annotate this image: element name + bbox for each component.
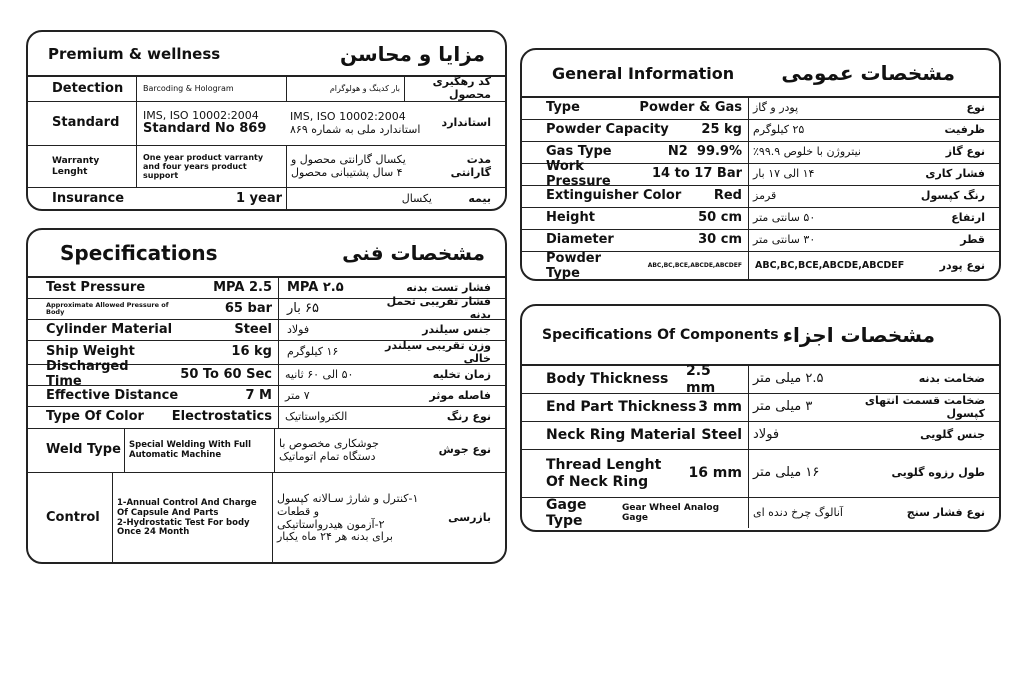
value-fa: فولاد xyxy=(748,422,834,449)
value-en: Powder & Gas xyxy=(639,100,742,116)
label-fa: فشار کاری xyxy=(925,167,985,181)
value-fa: ۲.۵ میلی متر xyxy=(748,366,834,393)
premium-wellness-card xyxy=(26,30,507,211)
label-fa: نوع رنگ xyxy=(446,410,491,424)
label-fa: ارتفاع xyxy=(951,211,985,225)
label-en: Ship Weight xyxy=(46,344,135,360)
value-fa: ۵۰ الی ۶۰ ثانیه xyxy=(278,365,378,385)
general-row-height xyxy=(522,208,999,230)
label-fa: فشار تقریبی تحمل بدنه xyxy=(386,295,491,321)
general-row-extinguisher-color xyxy=(522,186,999,208)
label-fa: نوع پودر xyxy=(939,259,985,273)
value-en: 16 kg xyxy=(231,344,272,360)
value-fa: ۳ میلی متر xyxy=(748,394,834,421)
value-en: 1 year xyxy=(235,191,282,207)
general-title-en: General Information xyxy=(552,63,735,83)
premium-title-en: Premium & wellness xyxy=(48,44,221,63)
value-en: 50 cm xyxy=(698,210,742,226)
label-en: Gas Type xyxy=(546,144,612,160)
value-fa-line2: و قطعات xyxy=(277,504,320,518)
spec-row-control xyxy=(28,473,505,564)
components-title-fa: مشخصات اجزاء xyxy=(782,323,935,347)
general-row-powder-capacity xyxy=(522,120,999,142)
components-row-body-thickness xyxy=(522,363,999,396)
value-en: 2.5 mm xyxy=(686,363,716,396)
value-fa: ۵۰ سانتی متر xyxy=(748,208,868,229)
value-fa: MPA ۲.۵ xyxy=(278,278,368,298)
label-en: Approximate Allowed Pressure of Body xyxy=(46,300,169,316)
label-fa: وزن تقریبی سیلندر خالی xyxy=(385,338,491,365)
value-en: 30 cm xyxy=(698,232,742,248)
specifications-card xyxy=(26,228,507,564)
premium-row-standard xyxy=(28,102,505,146)
label-en: Extinguisher Color xyxy=(546,188,682,204)
value-fa: ۷ متر xyxy=(278,386,378,406)
label-en: Height xyxy=(546,210,595,226)
label-fa: کد رهگیری محصول xyxy=(404,77,505,101)
premium-row-insurance xyxy=(28,188,505,211)
value-fa: نیتروژن با خلوص ۹۹.۹٪ xyxy=(748,142,898,163)
value-en: MPA 2.5 xyxy=(213,279,272,295)
premium-row-warranty xyxy=(28,146,505,188)
value-fa: ۱۶ میلی متر xyxy=(748,450,834,497)
value-fa: الکترواستاتیک xyxy=(278,407,388,428)
value-en: 14 to 17 Bar xyxy=(652,166,742,182)
label-en: Type Of Color xyxy=(46,409,144,425)
spec-row-allowed-pressure xyxy=(28,295,505,321)
value-en: 65 bar xyxy=(224,300,272,316)
value-en-line1: 1-Annual Control And Charge Of Capsule And Parts xyxy=(117,497,257,518)
label-en: Gage Type xyxy=(546,496,587,529)
components-header xyxy=(522,306,999,366)
label-en: Work Pressure xyxy=(546,158,611,189)
value-en-line2: Standard No 869 xyxy=(143,121,267,137)
value-en: 7 M xyxy=(245,387,272,403)
label-fa: نوع فشار سنج xyxy=(906,505,985,519)
components-title-en: Specifications Of Components xyxy=(542,327,779,343)
premium-row-detection xyxy=(28,77,505,102)
general-row-type xyxy=(522,98,999,120)
label-fa: ضخامت قسمت انتهای کپسول xyxy=(864,393,985,420)
general-title-fa: مشخصات عمومی xyxy=(781,61,955,85)
label-en: Discharged Time xyxy=(46,359,129,389)
value-en: Red xyxy=(713,188,742,204)
value-en: N2 99.9% xyxy=(667,144,742,160)
label-en: Type xyxy=(546,100,580,116)
value-fa: ABC,BC,BCE,ABCDE,ABCDEF xyxy=(748,252,908,281)
value-fa: قرمز xyxy=(748,186,868,207)
spec-row-type-of-color xyxy=(28,407,505,429)
label-en: Warranty Lenght xyxy=(52,156,100,177)
label-fa: رنگ کپسول xyxy=(920,189,985,203)
general-information-card xyxy=(520,48,1001,281)
label-en: Standard xyxy=(52,115,120,131)
general-row-diameter xyxy=(522,230,999,252)
value-fa-line1: یکسال گارانتی محصول و xyxy=(291,152,406,166)
label-en-line2: Of Neck Ring xyxy=(546,473,649,490)
premium-title-fa: مزایا و محاسن xyxy=(339,41,485,66)
value-en: One year product varranty and four years product support xyxy=(136,146,286,187)
value-en-line1: IMS, ISO 10002:2004 xyxy=(143,108,259,122)
value-fa: ۲۵ کیلوگرم xyxy=(748,120,868,141)
value-en: ABC,BC,BCE,ABCDE,ABCDEF xyxy=(647,262,742,270)
label-fa: قطر xyxy=(960,233,985,247)
label-fa: نوع گاز xyxy=(945,145,985,159)
value-fa: فولاد xyxy=(278,320,368,340)
components-row-end-part-thickness xyxy=(522,394,999,422)
value-fa-line3: ۲-آزمون هیدرواستاتیکی xyxy=(277,517,385,531)
label-en: Test Pressure xyxy=(46,279,146,295)
spec-row-cylinder-material xyxy=(28,320,505,341)
spec-row-discharged-time xyxy=(28,359,505,389)
label-fa: بازرسی xyxy=(448,511,491,525)
value-fa-line2: استاندارد ملی به شماره ۸۶۹ xyxy=(290,122,421,136)
components-row-gage-type xyxy=(522,498,999,528)
components-card xyxy=(520,304,1001,532)
general-header xyxy=(522,50,999,98)
label-en: Body Thickness xyxy=(546,371,669,388)
value-fa: ۱۴ الی ۱۷ بار xyxy=(748,164,868,185)
value-en-line2: 2-Hydrostatic Test For body Once 24 Month xyxy=(117,517,250,538)
value-fa: یکسال xyxy=(286,188,436,211)
label-fa: نوع جوش xyxy=(438,443,491,457)
spec-row-effective-distance xyxy=(28,386,505,407)
value-en: Electrostatics xyxy=(171,409,272,425)
specifications-title-fa: مشخصات فنی xyxy=(342,241,485,265)
value-fa: ۶۵ بار xyxy=(278,299,368,319)
label-fa: بیمه xyxy=(468,192,491,206)
label-fa: فشار تست بدنه xyxy=(406,280,491,294)
label-fa: زمان تخلیه xyxy=(432,367,491,381)
label-fa: جنس گلویی xyxy=(920,428,985,442)
spec-row-weld-type xyxy=(28,429,505,473)
components-row-thread-length xyxy=(522,450,999,498)
label-en: Control xyxy=(46,510,100,526)
label-fa: فاصله موثر xyxy=(429,388,491,402)
label-en: Powder Type xyxy=(546,250,602,281)
value-fa-line2: ۴ سال پشتیبانی محصول xyxy=(291,165,403,179)
general-row-work-pressure xyxy=(522,158,999,189)
value-fa: ۱۶ کیلوگرم xyxy=(278,341,368,364)
value-en: Barcoding & Hologram xyxy=(136,77,286,101)
label-en: Diameter xyxy=(546,232,614,248)
label-en: Neck Ring Material xyxy=(546,427,696,444)
label-en: Effective Distance xyxy=(46,387,179,403)
value-fa: ۳۰ سانتی متر xyxy=(748,230,868,251)
value-fa: بار کدینگ و هولوگرام xyxy=(286,77,404,101)
label-fa: ظرفیت xyxy=(944,123,985,137)
label-en: Cylinder Material xyxy=(46,321,173,337)
label-fa: مدت گارانتی xyxy=(450,152,491,179)
value-en: 3 mm xyxy=(698,399,742,416)
general-row-powder-type xyxy=(522,252,999,281)
components-row-neck-ring-material xyxy=(522,422,999,450)
value-fa-line1: IMS, ISO 10002:2004 xyxy=(290,109,406,123)
value-en: Gear Wheel Analog Gage xyxy=(622,502,720,523)
label-fa: ضخامت بدنه xyxy=(918,372,985,386)
value-fa: پودر و گاز xyxy=(748,98,868,119)
label-en: Insurance xyxy=(52,191,125,207)
value-en: 16 mm xyxy=(688,465,742,482)
label-fa: نوع xyxy=(966,101,985,115)
premium-header xyxy=(28,32,505,77)
label-en: Powder Capacity xyxy=(546,122,669,138)
value-fa: آنالوگ چرخ دنده ای xyxy=(748,498,858,528)
label-en: Weld Type xyxy=(46,442,121,458)
value-en: 25 kg xyxy=(701,122,742,138)
value-fa-line4: برای بدنه هر ۲۴ ماه یکبار xyxy=(277,530,393,544)
value-en: Steel xyxy=(234,321,272,337)
label-en: Detection xyxy=(52,80,124,96)
value-en: Special Welding With Full Automatic Machine xyxy=(124,429,274,472)
label-en-line1: Thread Lenght xyxy=(546,457,662,474)
label-en: End Part Thickness xyxy=(546,399,697,416)
value-fa-line1: ۱-کنترل و شارژ سـالانه کپسول xyxy=(277,492,419,506)
value-en: 50 To 60 Sec xyxy=(180,366,272,382)
value-fa-line1: جوشکاری مخصوص با xyxy=(279,436,379,450)
label-fa: جنس سیلندر xyxy=(422,322,491,336)
label-fa: طول رزوه گلویی xyxy=(891,466,985,480)
specifications-title-en: Specifications xyxy=(60,241,218,265)
label-fa: استاندارد xyxy=(441,116,491,130)
value-fa-line2: دستگاه تمام اتوماتیک xyxy=(279,449,376,463)
specifications-header xyxy=(28,230,505,278)
value-en: Steel xyxy=(701,427,742,444)
